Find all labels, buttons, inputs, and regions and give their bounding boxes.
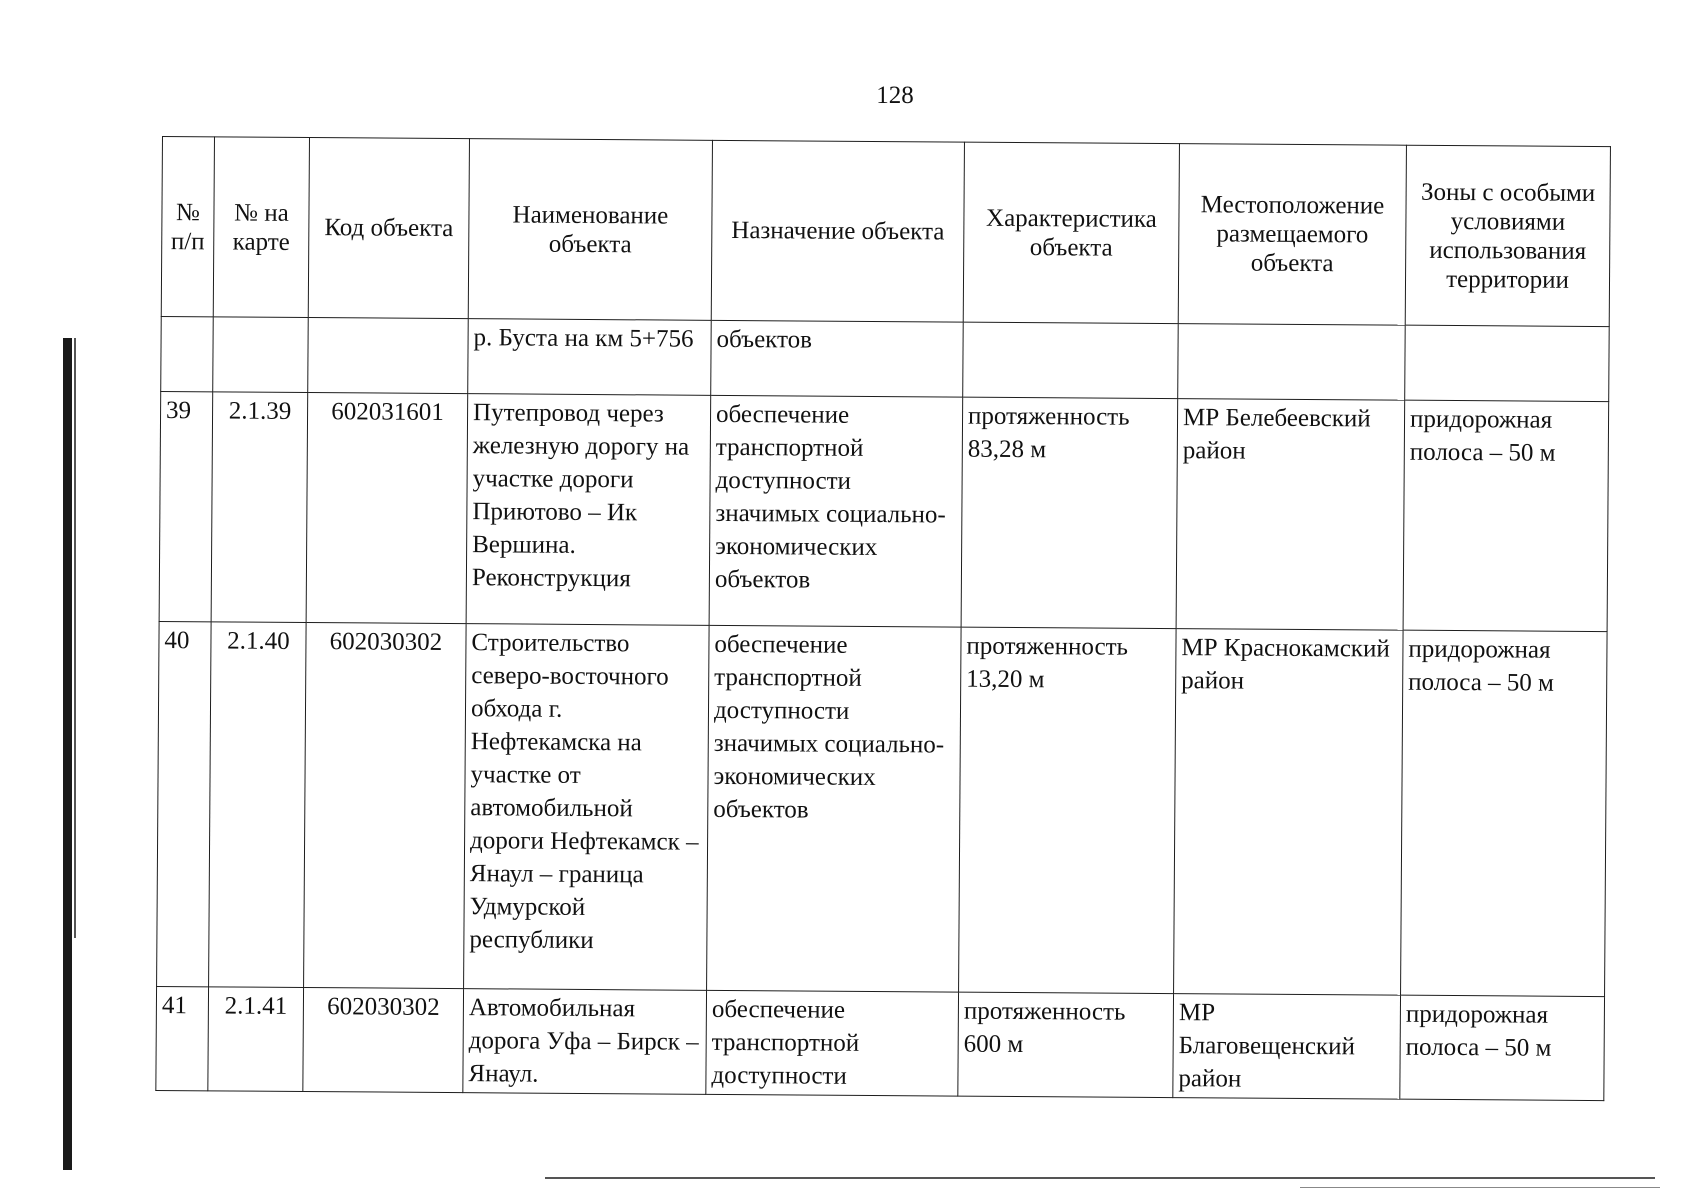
- scan-bottom-line: [545, 1177, 1655, 1179]
- table-row: [157, 621, 1608, 996]
- table-cell-purpose: обеспечение транспортной доступности: [706, 990, 959, 1096]
- table-cell-code: 602031601: [306, 393, 468, 624]
- table-cell-characteristic: протяженность 600 м: [958, 992, 1174, 1097]
- header-cell-name: Наименование объекта: [468, 139, 712, 321]
- table-cell-purpose: обеспечение транспортной доступности значимых социально-экономических объектов: [709, 395, 963, 627]
- scan-edge-line: [74, 338, 76, 938]
- table-cell: [308, 318, 469, 394]
- table-cell-zones: придорожная полоса – 50 м: [1400, 995, 1605, 1100]
- table-cell-name: Путепровод через железную дорогу на участке дороги Приютово – Ик Вершина. Реконструкция: [466, 394, 711, 626]
- header-cell-map-num: № на карте: [213, 137, 309, 318]
- table-cell: [161, 316, 214, 391]
- header-cell-location: Местоположение размещаемого объекта: [1178, 144, 1406, 326]
- table-cell-num: 39: [159, 391, 213, 621]
- table-cell-code: 602030302: [303, 988, 464, 1093]
- objects-table: [155, 136, 1611, 1101]
- header-cell-num: № п/п: [161, 137, 214, 317]
- table-cell-map-num: 2.1.40: [209, 622, 307, 988]
- table-cell-location: МР Краснокамский район: [1174, 629, 1404, 996]
- table-cell-code: 602030302: [304, 623, 467, 989]
- table-cell: [963, 322, 1179, 398]
- table-row: [156, 986, 1605, 1100]
- table-row: [159, 391, 1609, 631]
- table-cell-name: р. Буста на км 5+756: [468, 319, 712, 396]
- table-cell-purpose: объектов: [711, 320, 964, 397]
- table-cell-zones: придорожная полоса – 50 м: [1403, 400, 1609, 631]
- table-cell-num: 41: [156, 986, 209, 1090]
- table-cell: [213, 317, 309, 393]
- table-cell-purpose: обеспечение транспортной доступности значимых социально-экономических объектов: [707, 625, 962, 992]
- table-cell-name: Автомобильная дорога Уфа – Бирск – Янаул.: [463, 989, 707, 1095]
- table-cell-characteristic: протяженность 13,20 м: [959, 627, 1177, 993]
- header-cell-characteristic: Характеристика объекта: [963, 142, 1179, 323]
- table-cell-map-num: 2.1.41: [208, 987, 304, 1092]
- table-cell: [1178, 324, 1406, 401]
- table-header-row: [161, 137, 1610, 327]
- table-row-continuation: [161, 316, 1609, 401]
- table-cell-zones: придорожная полоса – 50 м: [1401, 630, 1608, 996]
- table-cell-num: 40: [157, 621, 212, 986]
- table-cell-location: МР Белебеевский район: [1176, 399, 1405, 631]
- table-cell-name: Строительство северо-восточного обхода г. Нефтекамска на участке от автомобильной дороги Нефтекамск – Янаул – граница Удмурской республики: [464, 624, 710, 991]
- scan-bottom-line-secondary: [1300, 1187, 1660, 1188]
- table-cell: [1405, 325, 1610, 401]
- table-cell-characteristic: протяженность 83,28 м: [961, 397, 1178, 628]
- header-cell-zones: Зоны с особыми условиями использования территории: [1405, 145, 1610, 326]
- header-cell-code: Код объекта: [308, 138, 469, 319]
- scan-edge-shadow: [63, 338, 72, 1170]
- header-cell-purpose: Назначение объекта: [711, 140, 964, 322]
- table-cell-map-num: 2.1.39: [211, 392, 308, 623]
- table-cell-location: МР Благовещенский район: [1173, 994, 1401, 1100]
- page-number: 128: [876, 82, 914, 109]
